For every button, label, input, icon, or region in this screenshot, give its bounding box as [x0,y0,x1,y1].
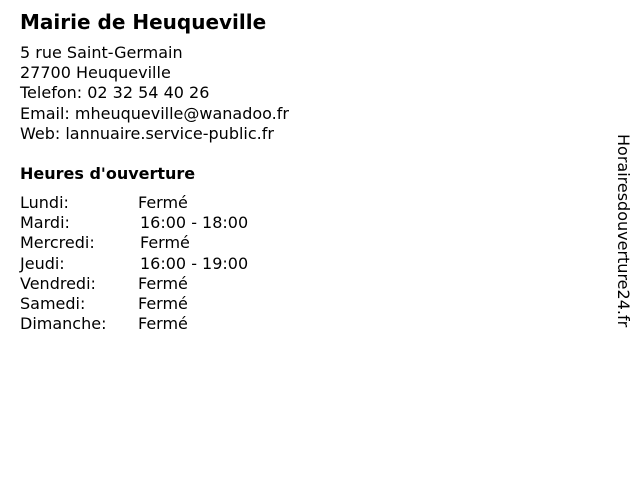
phone-line: Telefon: 02 32 54 40 26 [20,83,210,103]
day-label: Samedi: [20,293,86,313]
hours-heading: Heures d'ouverture [20,164,196,183]
city-postal: 27700 Heuqueville [20,63,171,83]
web-line: Web: lannuaire.service-public.fr [20,123,274,143]
day-hours: Fermé [138,273,188,293]
day-label: Vendredi: [20,273,96,293]
contact-block [20,43,289,144]
page-title: Mairie de Heuqueville [20,10,267,34]
day-hours: Fermé [140,233,190,253]
email-line: Email: mheuqueville@wanadoo.fr [20,103,289,123]
brand-watermark: Horairesdouverture24.fr [614,134,633,328]
day-label: Jeudi: [20,253,65,273]
day-label: Lundi: [20,193,69,212]
day-hours: 16:00 - 18:00 [140,213,249,233]
day-hours: Fermé [138,293,188,313]
day-label: Mardi: [20,213,70,233]
day-label: Mercredi: [20,233,95,253]
day-hours: Fermé [138,314,188,334]
street-address: 5 rue Saint-Germain [20,43,183,62]
day-label: Dimanche: [20,314,107,334]
day-hours: Fermé [138,193,188,212]
day-hours: 16:00 - 19:00 [140,253,249,273]
